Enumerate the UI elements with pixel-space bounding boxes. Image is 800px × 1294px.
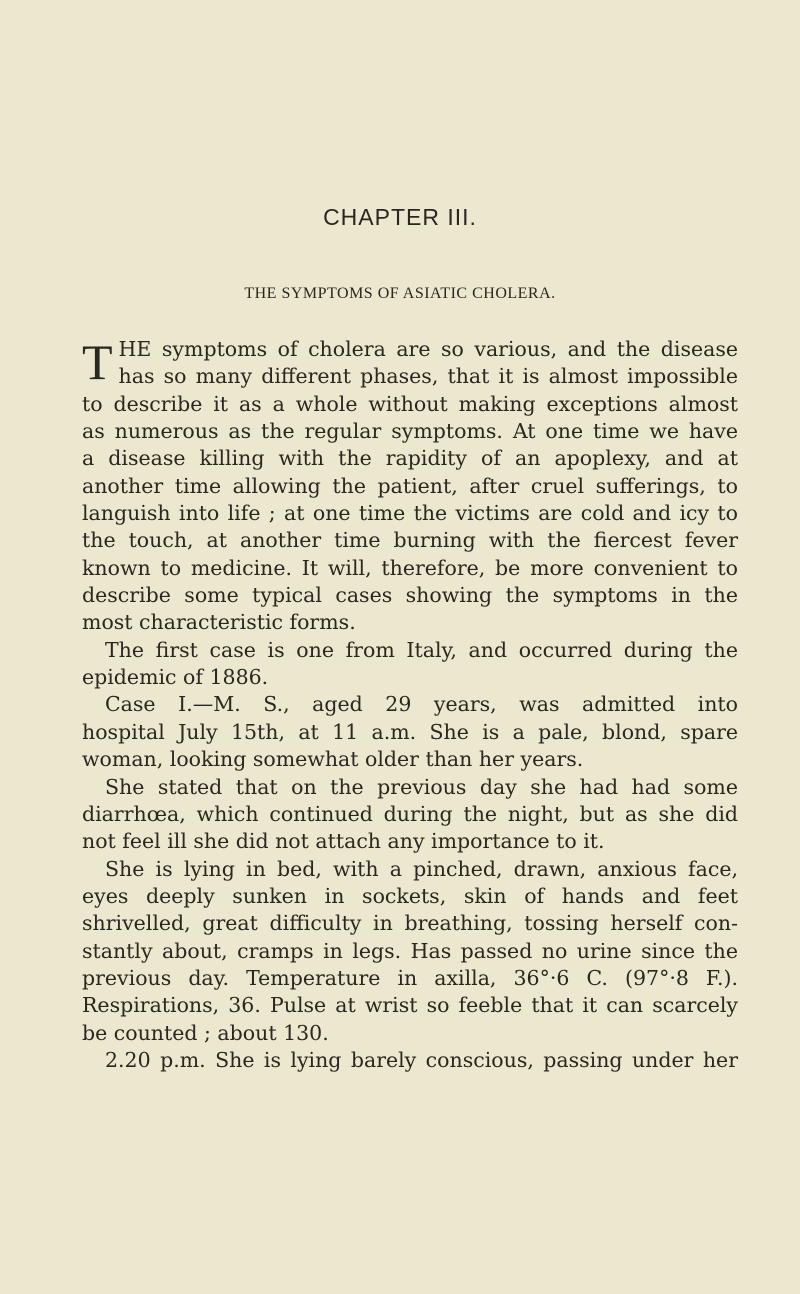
text-line: She is lying in bed, with a pinched, drawn, anxious face, xyxy=(105,856,738,881)
text-line: not feel ill she did not attach any importance to it. xyxy=(82,829,605,854)
text-line: to describe it as a whole without making exceptions almost xyxy=(82,391,738,416)
text-line: Case I.—M. S., aged 29 years, was admitted into xyxy=(105,692,738,717)
text-line: previous day. Temperature in axilla, 36°·6 C. (97°·8 F.). xyxy=(82,965,738,990)
text-line: be counted ; about 130. xyxy=(82,1020,329,1045)
text-line: stantly about, cramps in legs. Has passed no urine since the xyxy=(82,938,738,963)
first-paragraph-opening xyxy=(82,336,738,391)
text-line: describe some typical cases showing the symptoms in the xyxy=(82,583,738,608)
text-line: epidemic of 1886. xyxy=(82,665,269,690)
text-line: has so many different phases, that it is almost impossible xyxy=(118,364,738,389)
text-line: the touch, at another time burning with the fiercest fever xyxy=(82,528,738,553)
text-line: known to medicine. It will, therefore, be more convenient to xyxy=(82,555,738,580)
text-line: HE symptoms of cholera are so various, and the disease xyxy=(118,337,738,361)
text-line: most characteristic forms. xyxy=(82,610,356,635)
text-line: eyes deeply sunken in sockets, skin of hands and feet xyxy=(82,883,738,908)
text-line: Respirations, 36. Pulse at wrist so feeble that it can scarcely xyxy=(82,993,738,1018)
text-line: as numerous as the regular symptoms. At one time we have xyxy=(82,419,738,444)
section-heading: THE SYMPTOMS OF ASIATIC CHOLERA. xyxy=(244,285,556,302)
text-lines xyxy=(82,391,738,1075)
text-line: another time allowing the patient, after cruel sufferings, to xyxy=(82,473,738,498)
text-line: 2.20 p.m. She is lying barely conscious, passing under her xyxy=(105,1047,738,1072)
chapter-heading: CHAPTER III. xyxy=(323,204,477,230)
text-line: The first case is one from Italy, and occurred during the xyxy=(105,637,738,662)
body-text xyxy=(82,336,738,1074)
text-line: She stated that on the previous day she had had some xyxy=(105,774,738,799)
text-line: hospital July 15th, at 11 a.m. She is a pale, blond, spare xyxy=(82,719,738,744)
text-line: shrivelled, great difficulty in breathing, tossing herself con- xyxy=(82,911,738,936)
text-line: diarrhœa, which continued during the night, but as she did xyxy=(82,801,738,826)
text-line: languish into life ; at one time the victims are cold and icy to xyxy=(82,501,738,526)
text-line: woman, looking somewhat older than her years. xyxy=(82,747,584,772)
drop-cap: T xyxy=(82,334,113,390)
text-line: a disease killing with the rapidity of an apoplexy, and at xyxy=(82,446,738,471)
